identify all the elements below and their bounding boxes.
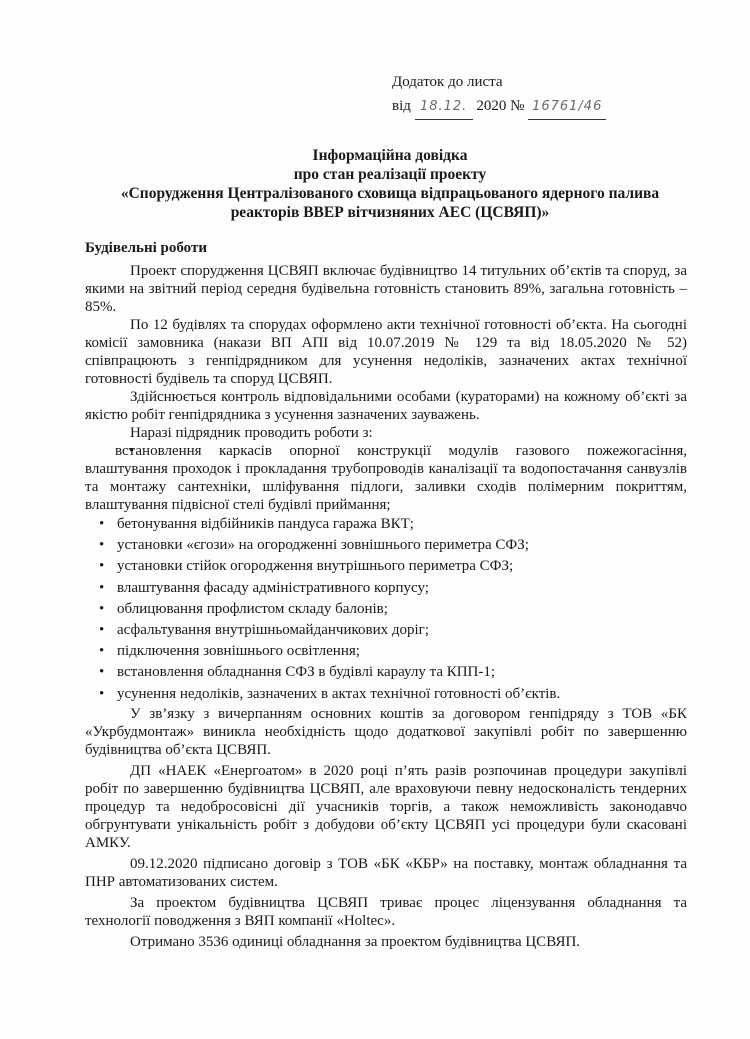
list-item: • підключення зовнішнього освітлення;: [85, 641, 687, 662]
appendix-prefix: від: [392, 98, 411, 114]
appendix-year: 2020 №: [476, 98, 525, 114]
paragraph: За проектом будівництва ЦСВЯП триває процес ліцензування обладнання та технології поводження з ВЯП компанії «Holtec».: [85, 894, 687, 929]
list-item: • усунення недоліків, зазначених в актах технічної готовності об’єктів.: [85, 684, 687, 705]
document-title: [60, 146, 720, 222]
paragraph: 09.12.2020 підписано договір з ТОВ «БК «КБР» на поставку, монтаж обладнання та ПНР автоматизованих систем.: [85, 855, 687, 890]
list-item: • встановлення обладнання СФЗ в будівлі караулу та КПП-1;: [85, 662, 687, 683]
paragraph: Здійснюється контроль відповідальними особами (кураторами) на кожному об’єкті за якістю робіт генпідрядника з усунення зазначених зауважень.: [85, 389, 687, 423]
appendix-line: Додаток до листа: [392, 74, 503, 90]
handwritten-number: 16761/46: [528, 95, 606, 120]
paragraph: Наразі підрядник проводить роботи з:: [130, 425, 373, 441]
handwritten-date: 18.12.: [415, 95, 473, 120]
paragraph: ДП «НАЕК «Енергоатом» в 2020 році п’ять разів розпочинав процедури закупівлі робіт по завершенню будівництва ЦСВЯП, але враховуючи певну недосконалість тендерних процедур та недобросовісні дії учасників торгів, а також неможливість законодавчо обгрунтувати унікальність робіт з добудови об’єкту ЦСВЯП усі процедури були скасовані АМКУ.: [85, 762, 687, 851]
appendix-block: [392, 70, 606, 120]
title-line-3: «Спорудження Централізованого сховища відпрацьованого ядерного палива: [120, 185, 660, 202]
paragraph: Отримано 3536 одиниці обладнання за проектом будівництва ЦСВЯП.: [130, 933, 581, 950]
appendix-date-line: [392, 94, 606, 120]
section-heading: Будівельні роботи: [85, 240, 207, 256]
list-item: • влаштування фасаду адміністративного корпусу;: [85, 578, 687, 599]
list-item: • бетонування відбійників пандуса гаража ВКТ;: [85, 514, 687, 535]
title-line-2: про стан реалізації проекту: [293, 166, 487, 183]
works-list: [85, 514, 687, 705]
list-item: • асфальтування внутрішньомайданчикових доріг;: [85, 620, 687, 641]
list-item: • установки стійок огородження внутрішнього периметра СФЗ;: [85, 556, 687, 577]
works-list: [85, 442, 687, 514]
title-line-4: реакторів ВВЕР вітчизняних АЕС (ЦСВЯП)»: [230, 204, 550, 221]
paragraph: У зв’язку з вичерпанням основних коштів за договором генпідряду з ТОВ «БК «Укрбудмонтаж» виникла необхідність щодо додаткової закупівлі робіт по завершенню будівництва об’єкта ЦСВЯП.: [85, 705, 687, 758]
list-item: • облицювання профлистом складу балонів;: [85, 599, 687, 620]
title-line-1: Інформаційна довідка: [312, 147, 468, 164]
paragraph: По 12 будівлях та спорудах оформлено акти технічної готовності об’єкта. На сьогодні комісії замовника (накази ВП АПІ від 10.07.2019 № 129 та від 18.05.2020 № 52) співпрацюють з генпідрядником для усунення недоліків, зазначених актах технічної готовності будівель та споруд ЦСВЯП.: [85, 317, 687, 387]
list-item: • встановлення каркасів опорної конструкції модулів газового пожежогасіння, влаштування проходок і прокладання трубопроводів каналізації та водопостачання санвузлів та монтажу сантехніки, шліфування підлоги, заливки сходів полімерним покриттям, влаштування підвісної стелі будівлі приймання;: [85, 442, 687, 514]
document-body: [85, 262, 687, 951]
paragraph: Проект спорудження ЦСВЯП включає будівництво 14 титульних об’єктів та споруд, за якими на звітний період середня будівельна готовність становить 89%, загальна готовність – 85%.: [85, 263, 687, 315]
list-item: • установки «єгози» на огородженні зовнішнього периметра СФЗ;: [85, 535, 687, 556]
